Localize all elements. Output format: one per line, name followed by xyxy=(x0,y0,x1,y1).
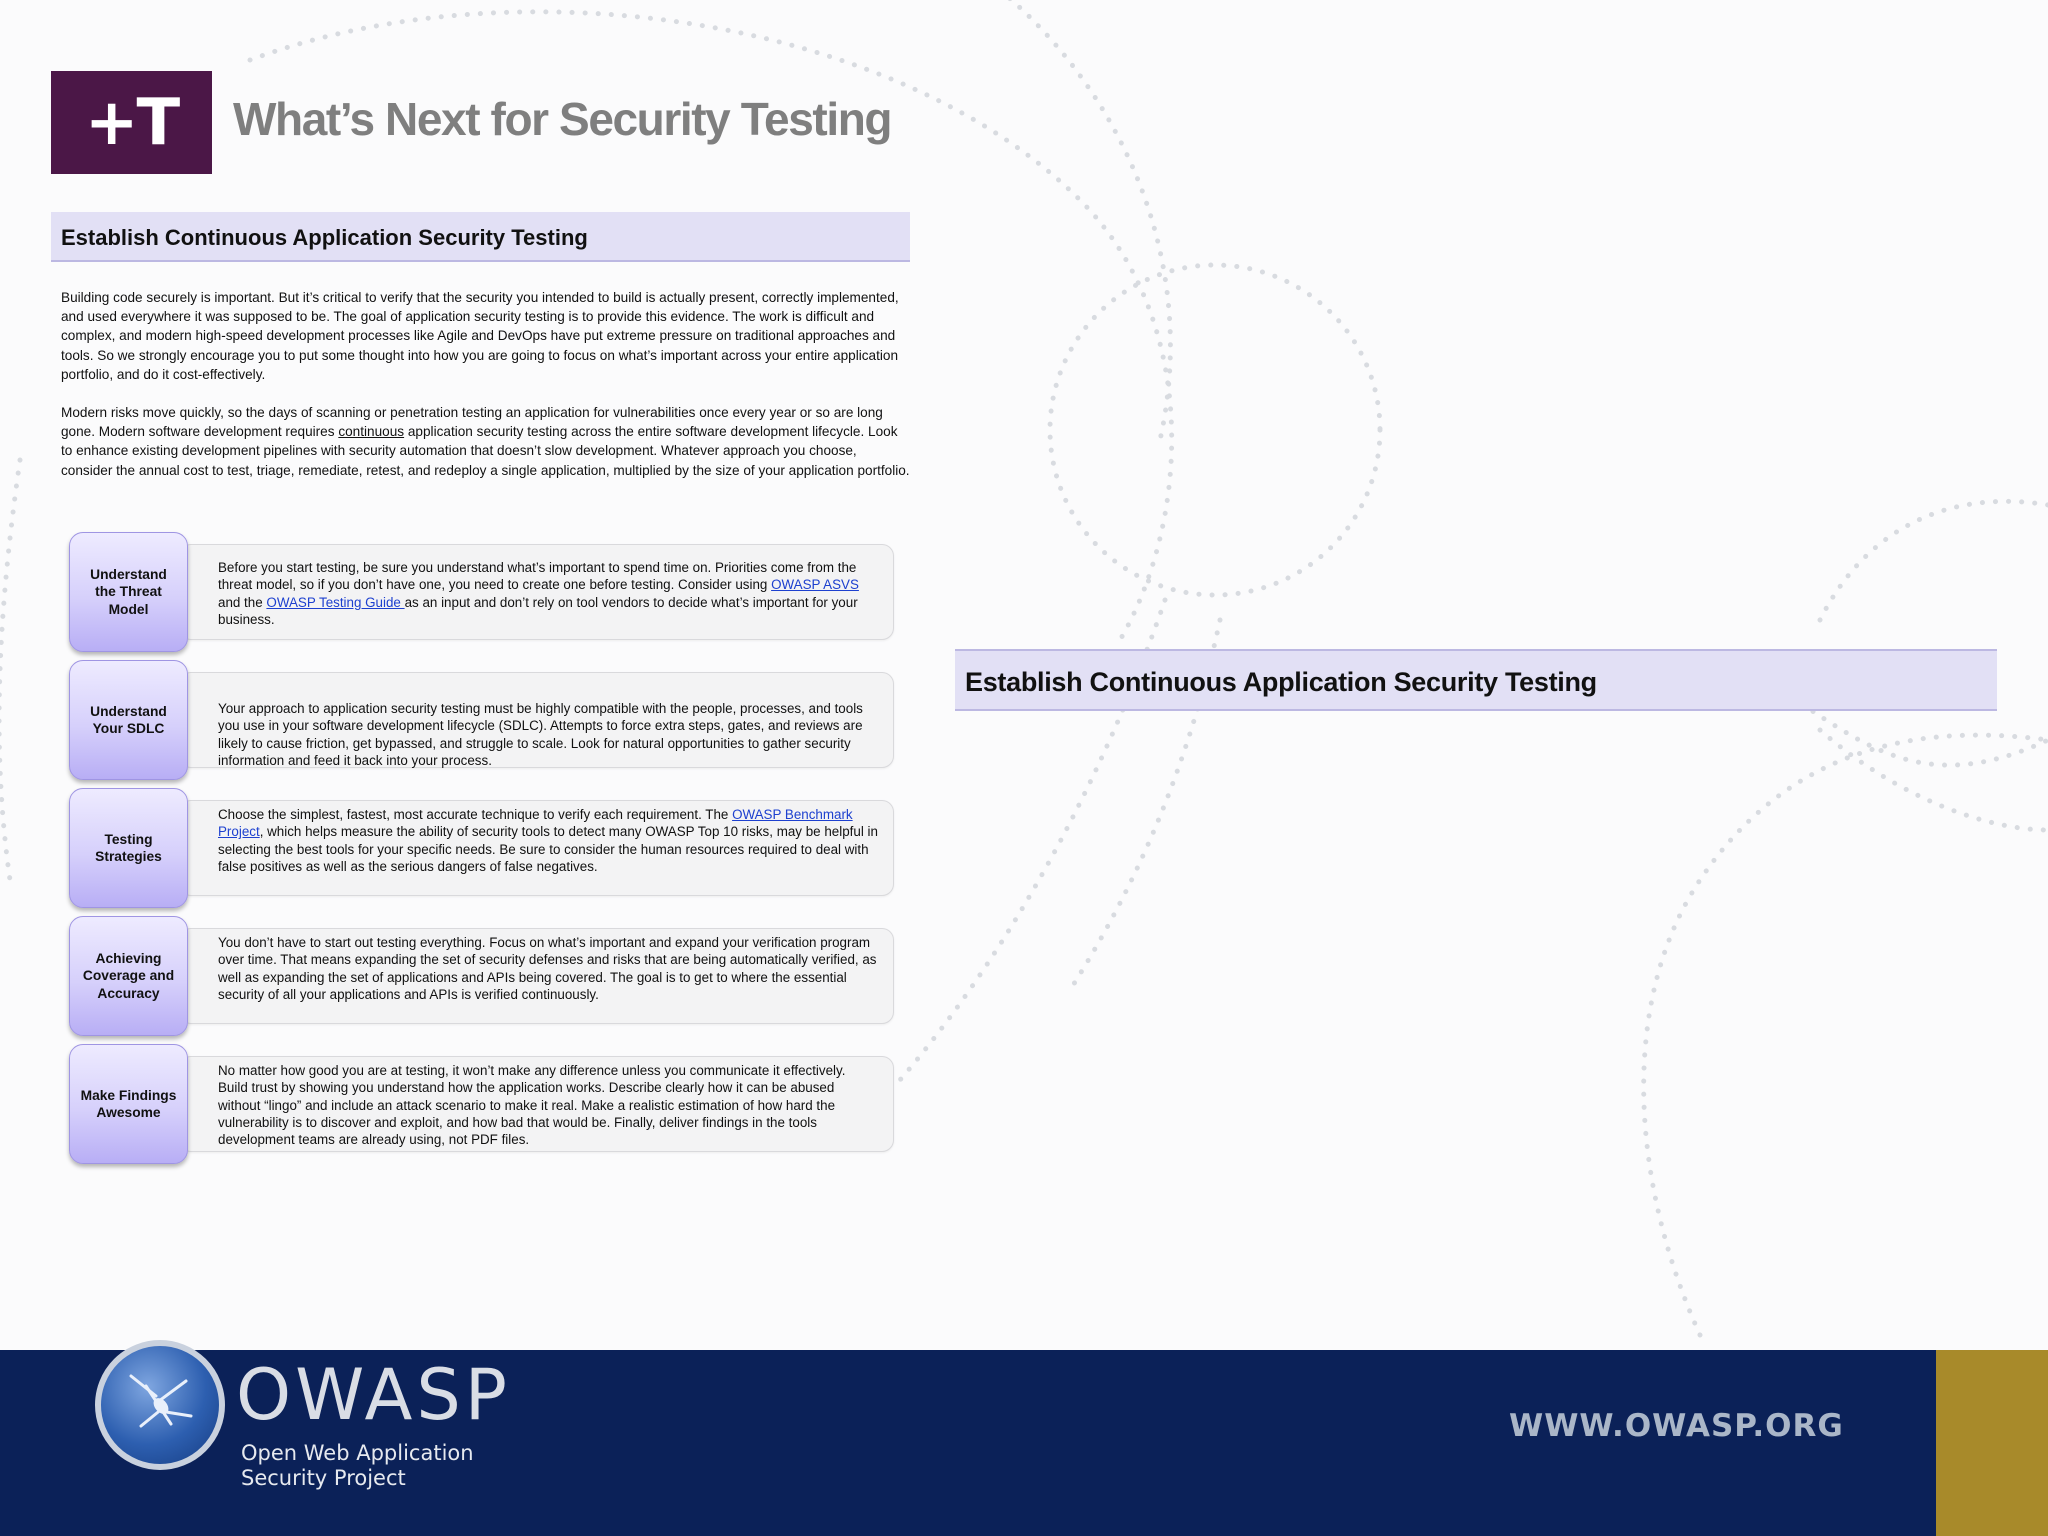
right-heading-bar xyxy=(955,649,1997,711)
section-heading-bar xyxy=(51,212,910,262)
paragraph-text: application security testing across the entire software development lifecycle. Look to enhance existing development pipelines with security automation that doesn’t slow development. Whatever approach you choose, consider the annual cost to test, triage, remediate, retest, and redeploy a single application, multiplied by the size of your application portfolio. xyxy=(61,424,910,478)
owasp-subtitle-line: Security Project xyxy=(241,1466,406,1490)
owasp-asvs-link[interactable]: OWASP ASVS xyxy=(771,577,859,593)
step-label: Achieving Coverage and Accuracy xyxy=(82,950,175,1001)
step-label-pill xyxy=(69,660,188,780)
step-coverage-accuracy xyxy=(69,916,894,1038)
step-text: , which helps measure the ability of security tools to detect many OWASP Top 10 risks, may be helpful in selecting the best tools for your specific needs. Be sure to consider the human resources required to deal with false positives as well as the serious dangers of false negatives. xyxy=(218,824,878,874)
second-paragraph xyxy=(61,403,911,480)
step-description: Your approach to application security testing must be highly compatible with the people, processes, and tools you use in your software development lifecycle (SDLC). Attempts to force extra steps, gates, and reviews are likely to cause friction, get bypassed, and struggle to scale. Look for natural opportunities to gather security information and feed it back into your process. xyxy=(218,701,863,768)
wasp-icon xyxy=(101,1346,219,1464)
step-description: No matter how good you are at testing, it won’t make any difference unless you communicate it effectively. Build trust by showing you understand how the application works. Describe clearly how it can be abused without “lingo” and include an attack scenario to make it real. Make a realistic estimation of how hard the vulnerability is to discover and exploit, and how bad that would be. Finally, deliver findings in the tools development teams are already using, not PDF files. xyxy=(218,1063,846,1148)
step-description xyxy=(218,806,878,875)
step-label-pill xyxy=(69,532,188,652)
owasp-wordmark: OWASP xyxy=(236,1354,512,1436)
step-label-pill xyxy=(69,916,188,1036)
step-card xyxy=(179,1056,894,1152)
step-sdlc xyxy=(69,660,894,782)
logo-text: +T xyxy=(84,85,179,160)
step-findings xyxy=(69,1044,894,1166)
footer-accent-stripe xyxy=(1936,1350,2048,1536)
step-testing-strategies xyxy=(69,788,894,910)
step-label: Understand the Threat Model xyxy=(90,566,167,617)
step-card xyxy=(179,928,894,1024)
step-text: Before you start testing, be sure you understand what’s important to spend time on. Priorities come from the threat model, so if you don’t have one, you need to create one before testing. Consider using xyxy=(218,560,857,593)
step-text: Choose the simplest, fastest, most accurate technique to verify each requirement. The xyxy=(218,807,733,822)
step-text: as an input and don’t rely on tool vendors to decide what’s important for your business. xyxy=(218,594,858,627)
step-description: You don’t have to start out testing everything. Focus on what’s important and expand your verification program over time. That means expanding the set of security defenses and risks that are being automatically verified, as well as expanding the set of applications and APIs being covered. The goal is to get to where the essential security of all your applications and APIs is verified continuously. xyxy=(218,935,877,1002)
step-description xyxy=(218,559,878,628)
step-label: Testing Strategies xyxy=(95,831,162,864)
page-title: What’s Next for Security Testing xyxy=(233,93,892,145)
step-card xyxy=(179,800,894,896)
intro-paragraph: Building code securely is important. But it’s critical to verify that the security you intended to build is actually present, correctly implemented, and used everywhere it was supposed to be. The goal of application security testing is to provide this evidence. The work is difficult and complex, and modern high-speed development processes like Agile and DevOps have put extreme pressure on traditional approaches and tools. So we strongly encourage you to put some thought into how you are going to focus on what’s important across your entire application portfolio, and do it cost-effectively. xyxy=(61,290,899,382)
footer-url-link[interactable]: WWW.OWASP.ORG xyxy=(1509,1408,1844,1444)
paragraph-text: Modern risks move quickly, so the days of scanning or penetration testing an application for vulnerabilities once every year or so are long gone. Modern software development requires xyxy=(61,405,883,440)
owasp-wasp-logo-icon xyxy=(95,1340,225,1470)
step-label: Make Findings Awesome xyxy=(80,1087,177,1120)
owasp-testing-guide-link[interactable]: OWASP Testing Guide xyxy=(266,594,405,610)
step-label: Understand Your SDLC xyxy=(90,703,167,736)
underlined-word: continuous xyxy=(338,424,405,440)
section-heading: Establish Continuous Application Security Testing xyxy=(61,225,588,250)
slide-logo-box xyxy=(51,71,212,174)
step-threat-model xyxy=(69,532,894,654)
step-label-pill xyxy=(69,1044,188,1164)
right-heading: Establish Continuous Application Security Testing xyxy=(965,667,1597,697)
step-card xyxy=(179,544,894,640)
step-text: and the xyxy=(218,594,267,610)
step-label-pill xyxy=(69,788,188,908)
owasp-subtitle-line: Open Web Application xyxy=(241,1441,474,1465)
owasp-subtitle xyxy=(241,1441,474,1491)
step-card xyxy=(179,672,894,768)
owasp-benchmark-link[interactable]: OWASP Benchmark Project xyxy=(218,807,853,840)
